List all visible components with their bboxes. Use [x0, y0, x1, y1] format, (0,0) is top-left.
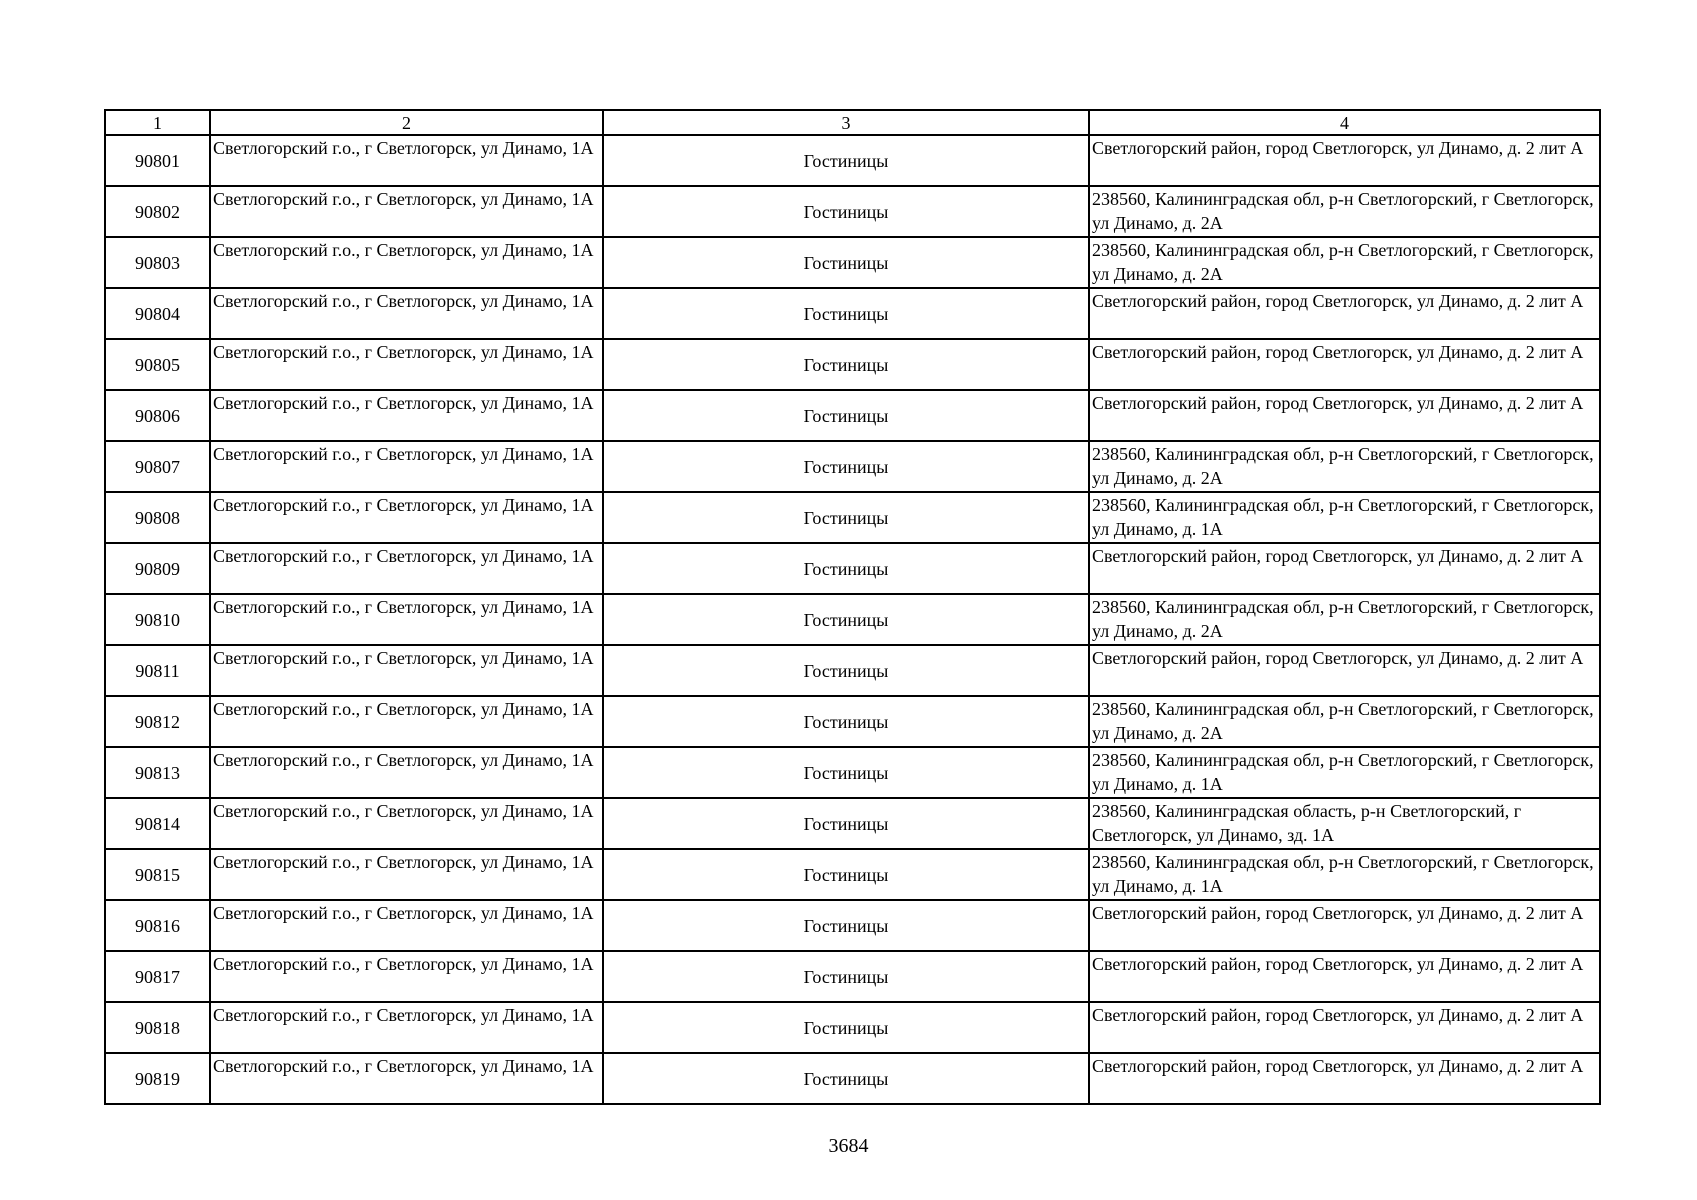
address-cell: Светлогорский район, город Светлогорск, ул Динамо, д. 2 лит А [1089, 645, 1600, 696]
address-cell: 238560, Калининградская обл, р-н Светлогорский, г Светлогорск, ул Динамо, д. 2А [1089, 441, 1600, 492]
location-cell: Светлогорский г.о., г Светлогорск, ул Динамо, 1А [210, 1053, 603, 1104]
location-cell: Светлогорский г.о., г Светлогорск, ул Динамо, 1А [210, 543, 603, 594]
address-cell: 238560, Калининградская обл, р-н Светлогорский, г Светлогорск, ул Динамо, д. 1А [1089, 492, 1600, 543]
record-id-cell: 90814 [105, 798, 210, 849]
table-row [105, 492, 1600, 543]
table-row [105, 288, 1600, 339]
usage-type-cell: Гостиницы [603, 339, 1089, 390]
table-row [105, 1053, 1600, 1104]
usage-type-cell: Гостиницы [603, 390, 1089, 441]
table-row [105, 339, 1600, 390]
column-header-1: 1 [105, 110, 210, 135]
usage-type-cell: Гостиницы [603, 849, 1089, 900]
table-row [105, 798, 1600, 849]
record-id-cell: 90819 [105, 1053, 210, 1104]
location-cell: Светлогорский г.о., г Светлогорск, ул Динамо, 1А [210, 492, 603, 543]
location-cell: Светлогорский г.о., г Светлогорск, ул Динамо, 1А [210, 798, 603, 849]
address-cell: 238560, Калининградская обл, р-н Светлогорский, г Светлогорск, ул Динамо, д. 1А [1089, 747, 1600, 798]
usage-type-cell: Гостиницы [603, 900, 1089, 951]
location-cell: Светлогорский г.о., г Светлогорск, ул Динамо, 1А [210, 696, 603, 747]
location-cell: Светлогорский г.о., г Светлогорск, ул Динамо, 1А [210, 390, 603, 441]
location-cell: Светлогорский г.о., г Светлогорск, ул Динамо, 1А [210, 849, 603, 900]
address-cell: Светлогорский район, город Светлогорск, ул Динамо, д. 2 лит А [1089, 1053, 1600, 1104]
page-number: 3684 [828, 1135, 869, 1157]
address-cell: Светлогорский район, город Светлогорск, ул Динамо, д. 2 лит А [1089, 900, 1600, 951]
address-cell: Светлогорский район, город Светлогорск, ул Динамо, д. 2 лит А [1089, 951, 1600, 1002]
record-id-cell: 90816 [105, 900, 210, 951]
usage-type-cell: Гостиницы [603, 186, 1089, 237]
record-id-cell: 90808 [105, 492, 210, 543]
location-cell: Светлогорский г.о., г Светлогорск, ул Динамо, 1А [210, 747, 603, 798]
address-cell: Светлогорский район, город Светлогорск, ул Динамо, д. 2 лит А [1089, 339, 1600, 390]
address-cell: Светлогорский район, город Светлогорск, ул Динамо, д. 2 лит А [1089, 543, 1600, 594]
location-cell: Светлогорский г.о., г Светлогорск, ул Динамо, 1А [210, 339, 603, 390]
table-row [105, 543, 1600, 594]
record-id-cell: 90818 [105, 1002, 210, 1053]
address-cell: Светлогорский район, город Светлогорск, ул Динамо, д. 2 лит А [1089, 390, 1600, 441]
usage-type-cell: Гостиницы [603, 1053, 1089, 1104]
record-id-cell: 90806 [105, 390, 210, 441]
table-row [105, 696, 1600, 747]
record-id-cell: 90811 [105, 645, 210, 696]
usage-type-cell: Гостиницы [603, 594, 1089, 645]
column-header-3: 3 [603, 110, 1089, 135]
address-cell: 238560, Калининградская обл, р-н Светлогорский, г Светлогорск, ул Динамо, д. 2А [1089, 186, 1600, 237]
usage-type-cell: Гостиницы [603, 288, 1089, 339]
usage-type-cell: Гостиницы [603, 951, 1089, 1002]
location-cell: Светлогорский г.о., г Светлогорск, ул Динамо, 1А [210, 1002, 603, 1053]
location-cell: Светлогорский г.о., г Светлогорск, ул Динамо, 1А [210, 186, 603, 237]
table-row [105, 849, 1600, 900]
record-id-cell: 90801 [105, 135, 210, 186]
registry-table-body [105, 110, 1600, 1104]
usage-type-cell: Гостиницы [603, 645, 1089, 696]
record-id-cell: 90805 [105, 339, 210, 390]
table-row [105, 390, 1600, 441]
location-cell: Светлогорский г.о., г Светлогорск, ул Динамо, 1А [210, 135, 603, 186]
record-id-cell: 90817 [105, 951, 210, 1002]
column-header-2: 2 [210, 110, 603, 135]
record-id-cell: 90804 [105, 288, 210, 339]
location-cell: Светлогорский г.о., г Светлогорск, ул Динамо, 1А [210, 237, 603, 288]
record-id-cell: 90810 [105, 594, 210, 645]
location-cell: Светлогорский г.о., г Светлогорск, ул Динамо, 1А [210, 900, 603, 951]
document-sheet [104, 109, 1599, 1105]
address-cell: 238560, Калининградская обл, р-н Светлогорский, г Светлогорск, ул Динамо, д. 2А [1089, 696, 1600, 747]
table-header-row [105, 110, 1600, 135]
registry-table [104, 109, 1601, 1105]
usage-type-cell: Гостиницы [603, 237, 1089, 288]
address-cell: 238560, Калининградская обл, р-н Светлогорский, г Светлогорск, ул Динамо, д. 1А [1089, 849, 1600, 900]
record-id-cell: 90812 [105, 696, 210, 747]
table-row [105, 186, 1600, 237]
table-row [105, 594, 1600, 645]
address-cell: Светлогорский район, город Светлогорск, ул Динамо, д. 2 лит А [1089, 1002, 1600, 1053]
record-id-cell: 90809 [105, 543, 210, 594]
table-row [105, 1002, 1600, 1053]
address-cell: Светлогорский район, город Светлогорск, ул Динамо, д. 2 лит А [1089, 288, 1600, 339]
location-cell: Светлогорский г.о., г Светлогорск, ул Динамо, 1А [210, 951, 603, 1002]
usage-type-cell: Гостиницы [603, 441, 1089, 492]
record-id-cell: 90813 [105, 747, 210, 798]
location-cell: Светлогорский г.о., г Светлогорск, ул Динамо, 1А [210, 645, 603, 696]
usage-type-cell: Гостиницы [603, 696, 1089, 747]
address-cell: Светлогорский район, город Светлогорск, ул Динамо, д. 2 лит А [1089, 135, 1600, 186]
table-row [105, 900, 1600, 951]
table-row [105, 441, 1600, 492]
address-cell: 238560, Калининградская область, р-н Светлогорский, г Светлогорск, ул Динамо, зд. 1А [1089, 798, 1600, 849]
usage-type-cell: Гостиницы [603, 492, 1089, 543]
location-cell: Светлогорский г.о., г Светлогорск, ул Динамо, 1А [210, 441, 603, 492]
usage-type-cell: Гостиницы [603, 543, 1089, 594]
record-id-cell: 90802 [105, 186, 210, 237]
usage-type-cell: Гостиницы [603, 747, 1089, 798]
table-row [105, 951, 1600, 1002]
record-id-cell: 90815 [105, 849, 210, 900]
table-row [105, 747, 1600, 798]
usage-type-cell: Гостиницы [603, 798, 1089, 849]
location-cell: Светлогорский г.о., г Светлогорск, ул Динамо, 1А [210, 594, 603, 645]
location-cell: Светлогорский г.о., г Светлогорск, ул Динамо, 1А [210, 288, 603, 339]
address-cell: 238560, Калининградская обл, р-н Светлогорский, г Светлогорск, ул Динамо, д. 2А [1089, 237, 1600, 288]
table-row [105, 237, 1600, 288]
address-cell: 238560, Калининградская обл, р-н Светлогорский, г Светлогорск, ул Динамо, д. 2А [1089, 594, 1600, 645]
usage-type-cell: Гостиницы [603, 1002, 1089, 1053]
table-row [105, 135, 1600, 186]
record-id-cell: 90807 [105, 441, 210, 492]
table-row [105, 645, 1600, 696]
column-header-4: 4 [1089, 110, 1600, 135]
usage-type-cell: Гостиницы [603, 135, 1089, 186]
record-id-cell: 90803 [105, 237, 210, 288]
